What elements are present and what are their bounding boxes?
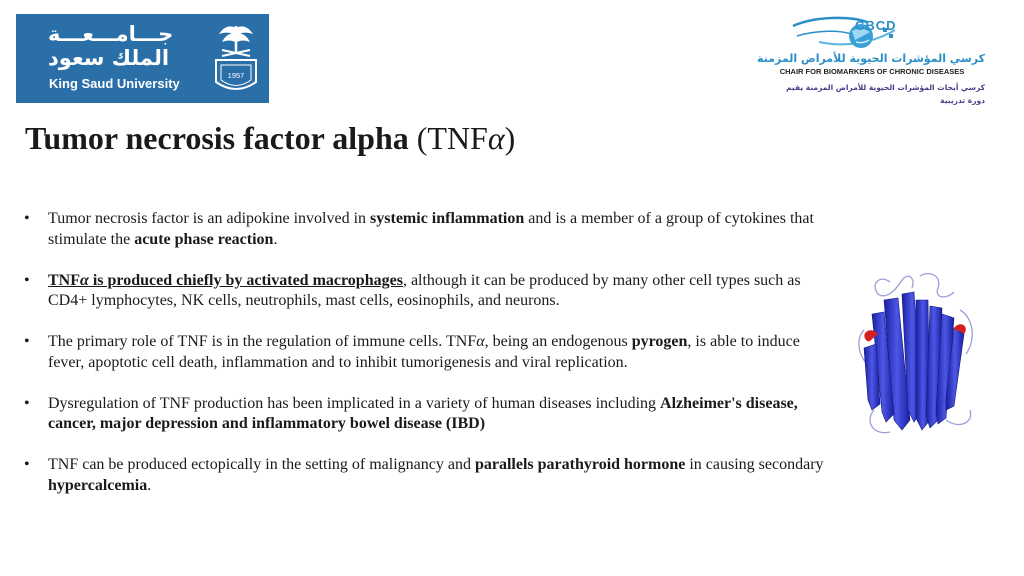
bullet-text: .	[147, 476, 152, 494]
bullet-symbol: •	[24, 394, 30, 412]
bullet-text: .	[273, 230, 278, 248]
bullet-bold-text: acute phase reaction	[134, 230, 274, 248]
cbcd-arabic-sub-2: دورة تدريبية	[940, 96, 985, 105]
cbcd-arabic-name: كرسي المؤشرات الحيوية للأمراض المزمنة	[757, 52, 985, 65]
bullet-list	[24, 209, 824, 517]
bullet-bold-text: hypercalcemia	[48, 476, 148, 494]
bullet-symbol: •	[24, 271, 30, 289]
title-normal: (TNF	[408, 120, 488, 156]
ksu-english-name: King Saud University	[49, 76, 180, 91]
cbcd-arabic-sub-1: كرسي أبحاث المؤشرات الحيوية للأمراض المزمنة يقيم	[786, 83, 985, 92]
bullet-bold-text: systemic inflammation	[370, 210, 525, 227]
cbcd-acronym: CBCD	[855, 18, 897, 33]
ksu-arabic-line1: جـــامـــعـــة	[48, 22, 174, 46]
bullet-text: , being an endogenous	[484, 333, 632, 350]
bullet-text: TNF can be produced ectopically in the setting of malignancy and	[48, 456, 475, 473]
bullet-item	[24, 455, 824, 496]
bullet-item	[24, 209, 824, 250]
bullet-text: Dysregulation of TNF production has been implicated in a variety of human diseases including	[48, 394, 661, 412]
bullet-text: in causing secondary	[685, 456, 824, 473]
bullet-bold-text: is produced chiefly by activated macrophages	[88, 271, 403, 289]
bullet-item	[24, 332, 824, 373]
bullet-symbol: •	[24, 210, 30, 227]
ksu-emblem-icon	[213, 20, 259, 98]
bullet-item	[24, 394, 824, 435]
bullet-symbol: •	[24, 333, 30, 350]
cbcd-english-name: CHAIR FOR BIOMARKERS OF CHRONIC DISEASES	[779, 67, 965, 76]
bullet-item	[24, 271, 824, 312]
title-alpha: α	[487, 120, 505, 156]
bullet-text: and is a member of a group of cytokines that stimulate the	[48, 210, 814, 248]
bullet-text: , is able to induce fever, apoptotic cell death, inflammation and to inhibit tumorigenesis and viral replication.	[48, 333, 800, 371]
bullet-bold-text: Alzheimer's disease, cancer, major depression and inflammatory bowel disease (IBD)	[48, 394, 798, 432]
bullet-bold-text: TNF	[48, 271, 80, 289]
title-bold: Tumor necrosis factor alpha	[25, 120, 409, 156]
bullet-bold-text: parallels parathyroid hormone	[474, 456, 686, 473]
bullet-underlined-bold-text	[48, 272, 403, 289]
bullet-text: , although it can be produced by many other cell types such as CD4+ lymphocytes, NK cells, neutrophils, mast cells, eosinophils, and neurons.	[48, 271, 801, 309]
slide-title	[25, 116, 515, 160]
tnf-protein-structure-image	[850, 270, 982, 440]
title-close: )	[504, 120, 516, 156]
ksu-emblem-year: 1957	[227, 71, 245, 80]
bullet-text: Tumor necrosis factor is an adipokine involved in	[48, 210, 371, 227]
cbcd-logo	[755, 14, 995, 109]
bullet-bold-text: pyrogen	[631, 333, 688, 350]
alpha-symbol: α	[80, 271, 89, 289]
bullet-text: The primary role of TNF is in the regulation of immune cells. TNF	[48, 333, 477, 350]
king-saud-university-logo	[16, 14, 269, 103]
alpha-symbol: α	[476, 333, 485, 350]
bullet-symbol: •	[24, 456, 30, 473]
ksu-arabic-line2: الملك سعود	[48, 46, 170, 70]
